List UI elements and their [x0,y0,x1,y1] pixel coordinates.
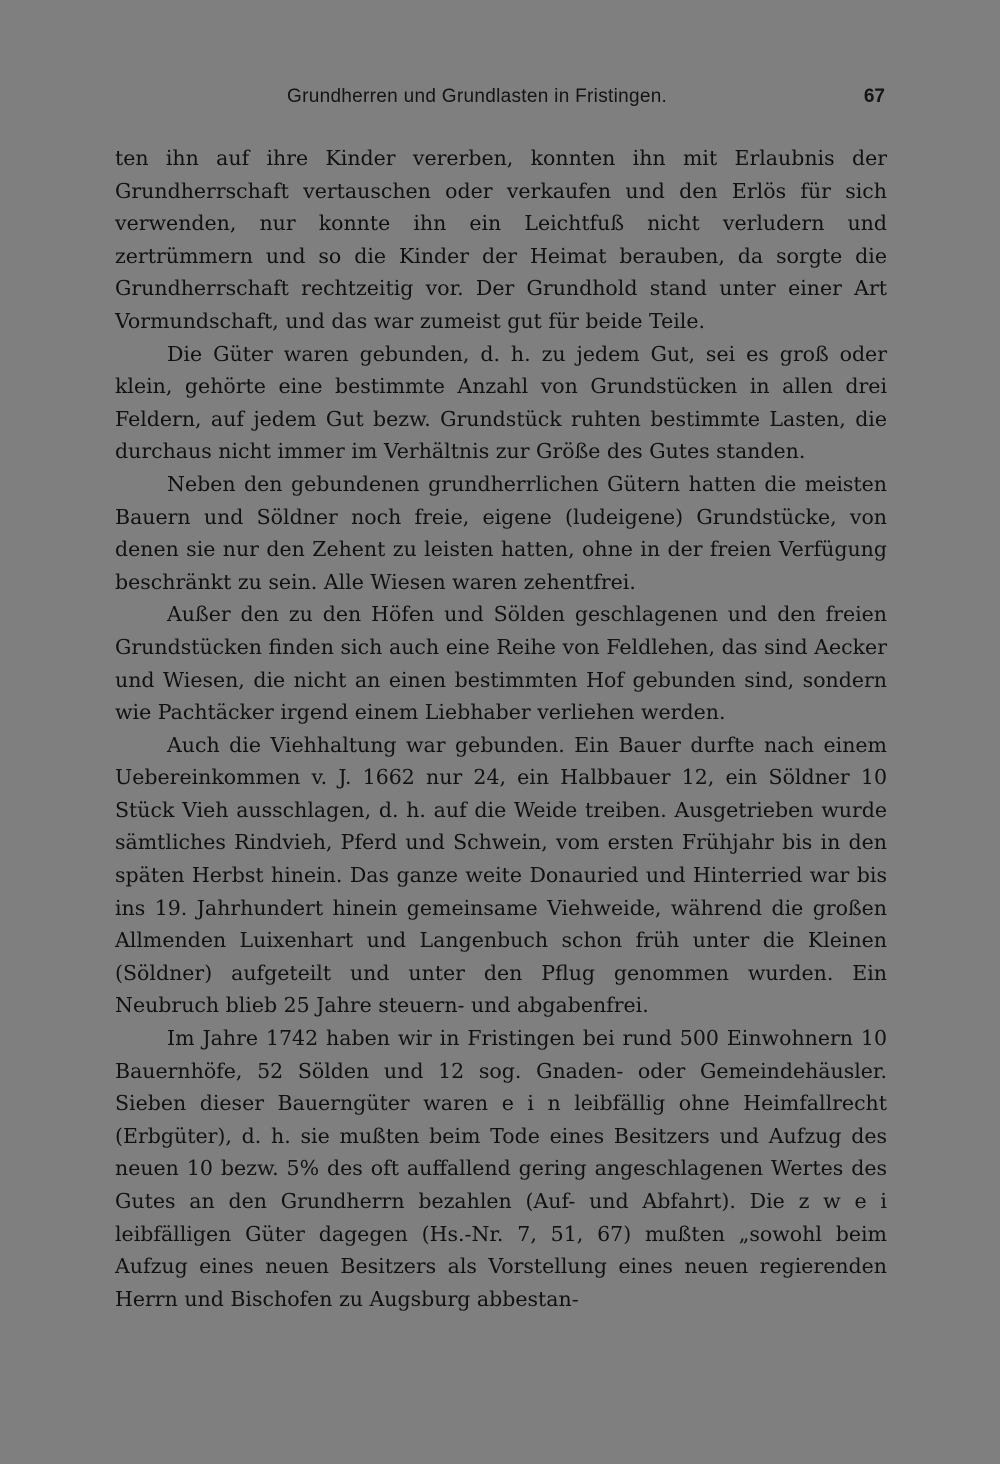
paragraph-1: ten ihn auf ihre Kinder vererben, konnten ihn mit Erlaubnis der Grundherrschaft vertauschen oder verkaufen und den Erlös für sich verwenden, nur konnte ihn ein Leichtfuß nicht verludern und zertrümmern und so die Kinder der Heimat berauben, da sorgte die Grundherrschaft rechtzeitig vor. Der Grundhold stand unter einer Art Vormundschaft, und das war zumeist gut für beide Teile. [115,146,887,333]
paragraph-6: Im Jahre 1742 haben wir in Fristingen bei rund 500 Einwohnern 10 Bauernhöfe, 52 Sölden und 12 sog. Gnaden- oder Gemeindehäusler. Sieben dieser Bauerngüter waren e i n leibfällig ohne Heimfallrecht (Erbgüter), d. h. sie mußten beim Tode eines Besitzers und Aufzug des neuen 10 bezw. 5% des oft auffallend gering angeschlagenen Wertes des Gutes an den Grundherrn bezahlen (Auf- und Abfahrt). Die z w e i leibfälligen Güter dagegen (Hs.-Nr. 7, 51, 67) mußten „sowohl beim Aufzug eines neuen Besitzers als Vorstellung eines neuen regierenden Herrn und Bischofen zu Augsburg abbestan- [115,1026,887,1311]
book-page [115,86,887,1315]
page-header [115,86,887,118]
paragraph-2: Die Güter waren gebunden, d. h. zu jedem Gut, sei es groß oder klein, gehörte eine bestimmte Anzahl von Grundstücken in allen drei Feldern, auf jedem Gut bezw. Grundstück ruhten bestimmte Lasten, die durchaus nicht immer im Verhältnis zur Größe des Gutes standen. [115,341,887,464]
running-title: Grundherren und Grundlasten in Fristingen. [287,86,668,107]
body-text [115,142,887,1315]
paragraph-5: Auch die Viehhaltung war gebunden. Ein Bauer durfte nach einem Uebereinkommen v. J. 1662 nur 24, ein Halbbauer 12, ein Söldner 10 Stück Vieh ausschlagen, d. h. auf die Weide treiben. Ausgetrieben wurde sämtliches Rindvieh, Pferd und Schwein, vom ersten Frühjahr bis in den späten Herbst hinein. Das ganze weite Donauried und Hinterried war bis ins 19. Jahrhundert hinein gemeinsame Viehweide, während die großen Allmenden Luixenhart und Langenbuch schon früh unter die Kleinen (Söldner) aufgeteilt und unter den Pflug genommen wurden. Ein Neubruch blieb 25 Jahre steuern- und abgabenfrei. [115,732,887,1018]
paragraph-4: Außer den zu den Höfen und Sölden geschlagenen und den freien Grundstücken finden sich auch eine Reihe von Feldlehen, das sind Aecker und Wiesen, die nicht an einen bestimmten Hof gebunden sind, sondern wie Pachtäcker irgend einem Liebhaber verliehen werden. [115,602,887,725]
page-number: 67 [863,86,885,107]
paragraph-3: Neben den gebundenen grundherrlichen Gütern hatten die meisten Bauern und Söldner noch freie, eigene (ludeigene) Grundstücke, von denen sie nur den Zehent zu leisten hatten, ohne in der freien Verfügung beschränkt zu sein. Alle Wiesen waren zehentfrei. [115,471,887,594]
